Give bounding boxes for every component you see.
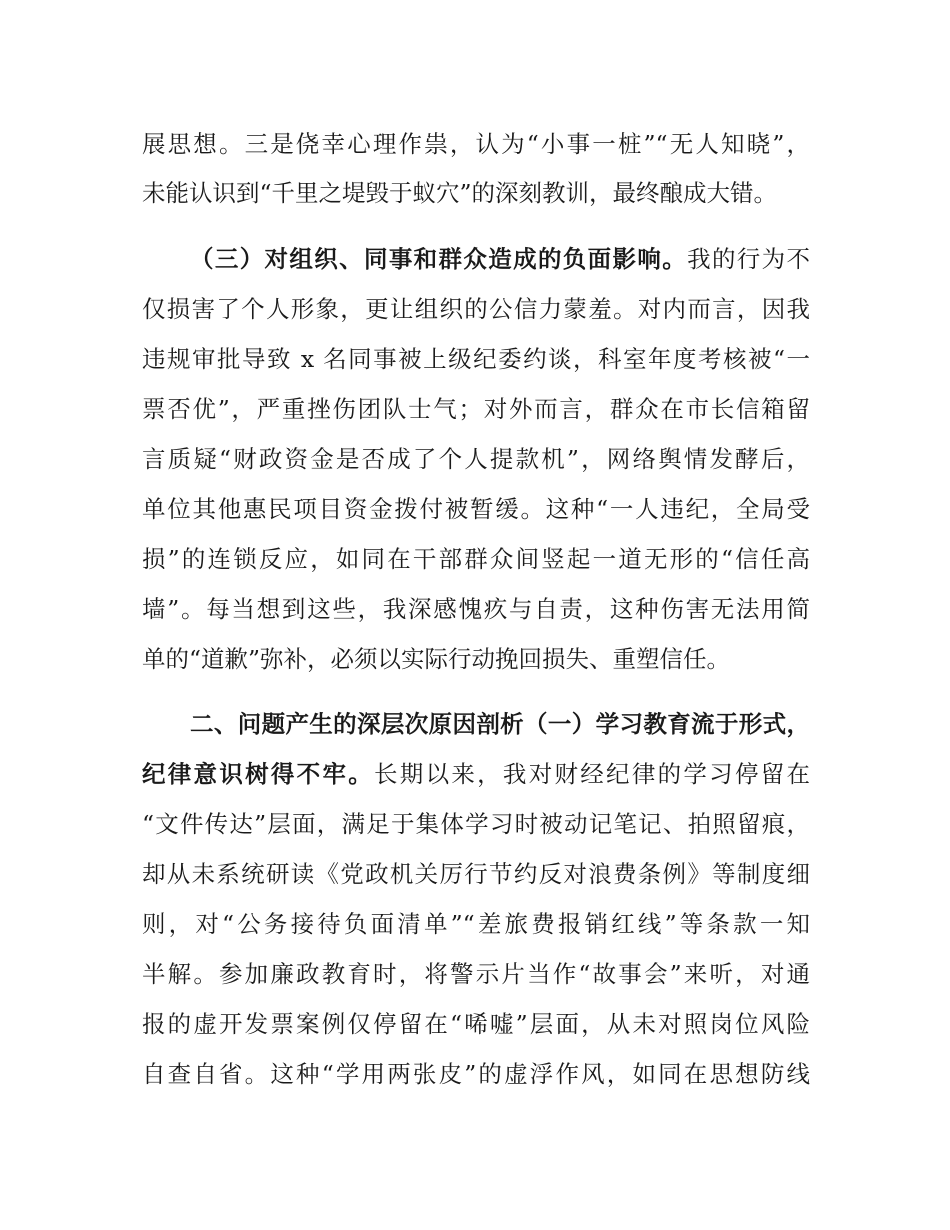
text-line (142, 394, 810, 424)
text-line (142, 759, 810, 789)
text-line (142, 494, 810, 524)
text-line (142, 959, 810, 989)
text-run: 未能认识到“千里之堤毁于蚁穴”的深刻教训，最终酿成大错。 (142, 179, 778, 207)
text-run: 墙”。每当想到这些，我深感愧疚与自责，这种伤害无法用简 (142, 595, 810, 623)
text-line (142, 344, 810, 374)
text-run: 单的“道歉”弥补，必须以实际行动挽回损失、重塑信任。 (142, 645, 731, 673)
text-run: 损”的连锁反应，如同在干部群众间竖起一道无形的“信任高 (142, 545, 810, 573)
paragraph-heading-line (190, 244, 810, 274)
text-line (142, 1009, 810, 1039)
section-heading-line (190, 709, 810, 739)
bold-heading-run: 二、问题产生的深层次原因剖析（一）学习教育流于形式， (190, 710, 810, 738)
text-line (142, 178, 810, 208)
text-line (142, 859, 810, 889)
text-run: 则，对“公务接待负面清单”“差旅费报销红线”等条款一知 (142, 910, 810, 938)
text-line (142, 909, 810, 939)
text-run: 票否优”，严重挫伤团队士气；对外而言，群众在市长信箱留 (142, 395, 810, 423)
text-run: 仅损害了个人形象，更让组织的公信力蒙羞。对内而言，因我 (142, 295, 810, 323)
text-run: 单位其他惠民项目资金拨付被暂缓。这种“一人违纪，全局受 (142, 495, 810, 523)
text-line (142, 444, 810, 474)
text-line (142, 809, 810, 839)
bold-heading-run: （三）对组织、同事和群众造成的负面影响。 (190, 245, 688, 273)
text-line (142, 594, 810, 624)
text-line (142, 544, 810, 574)
text-run: 却从未系统研读《党政机关厉行节约反对浪费条例》等制度细 (142, 860, 810, 888)
text-run: 我的行为不 (687, 245, 810, 273)
text-line (142, 1059, 810, 1089)
text-run: 自查自省。这种“学用两张皮”的虚浮作风，如同在思想防线 (142, 1060, 810, 1088)
text-run: 言质疑“财政资金是否成了个人提款机”，网络舆情发酵后， (142, 445, 810, 473)
text-line (142, 644, 810, 674)
text-run: 半解。参加廉政教育时，将警示片当作“故事会”来听，对通 (142, 960, 810, 988)
bold-heading-run: 纪律意识树得不牢。 (142, 760, 375, 788)
text-run: “文件传达”层面，满足于集体学习时被动记笔记、拍照留痕， (142, 810, 810, 838)
text-run: 长期以来，我对财经纪律的学习停留在 (374, 760, 810, 788)
text-line (142, 294, 810, 324)
text-run: 展思想。三是侥幸心理作祟，认为“小事一桩”“无人知晓”， (142, 130, 810, 158)
text-run: 违规审批导致 x 名同事被上级纪委约谈，科室年度考核被“一 (142, 345, 810, 373)
text-run: 报的虚开发票案例仅停留在“唏嘘”层面，从未对照岗位风险 (142, 1010, 810, 1038)
text-line (142, 129, 810, 159)
